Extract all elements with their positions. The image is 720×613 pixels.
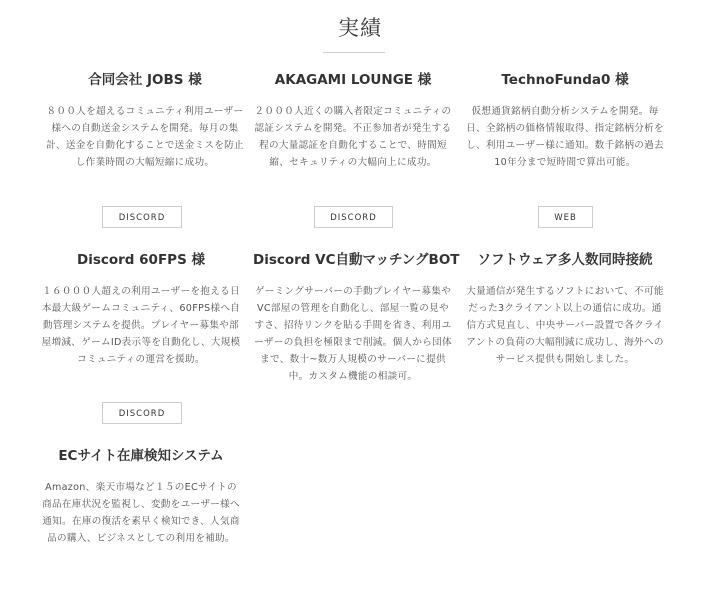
card-title: Discord 60FPS 様 bbox=[77, 252, 205, 268]
card-title: 合同会社 JOBS 様 bbox=[88, 72, 202, 88]
card-description: １６０００人超えの利用ユーザーを抱える日本最大級ゲームコミュニティ、60FPS様へ自動管理システムを提供。プレイヤー募集や部屋増減、ゲームID表示等を自動化し、大規模コミュニティの運営を援助。 bbox=[41, 286, 241, 365]
card-description: ８００人を超えるコミュニティ利用ユーザー様への自動送金システムを開発。毎月の集計、送金を自動化することで送金ミスを防止し作業時間の大幅短縮に成功。 bbox=[46, 106, 244, 168]
work-card-jobs bbox=[45, 71, 245, 171]
discord-button[interactable]: DISCORD bbox=[102, 402, 182, 424]
section-title: 実績 bbox=[338, 16, 382, 40]
card-description: ゲーミングサーバーの手動プレイヤー募集やVC部屋の管理を自動化し、部屋一覧の見やすさ、招待リンクを貼る手間を省き、利用ユーザーの負担を極限まで削減。個人から団体まで、数十~数万人規模のサーバーに提供中。カスタム機能の相談可。 bbox=[254, 286, 452, 382]
discord-button[interactable]: DISCORD bbox=[314, 206, 393, 228]
card-description: ２０００人近くの購入者限定コミュニティの認証システムを開発。不正参加者が発生する程の大量認証を自動化することで、時間短縮、セキュリティの大幅向上に成功。 bbox=[254, 106, 452, 168]
discord-button[interactable]: DISCORD bbox=[102, 206, 182, 228]
card-description: 大量通信が発生するソフトにおいて、不可能だった3クライアント以上の通信に成功。通信方式見直し、中央サーバー設置で各クライアントの負荷の大幅削減に成功し、海外へのサービス提供も開始しました。 bbox=[466, 286, 664, 365]
work-card-technofunda bbox=[465, 71, 665, 171]
card-title: ソフトウェア多人数同時接続 bbox=[477, 252, 653, 268]
card-title: TechnoFunda0 様 bbox=[501, 72, 629, 88]
card-title: Discord VC自動マッチングBOT bbox=[253, 252, 460, 268]
work-card-vc-matching bbox=[253, 251, 460, 385]
card-title: AKAGAMI LOUNGE 様 bbox=[274, 72, 432, 88]
card-description: 仮想通貨銘柄自動分析システムを開発。毎日、全銘柄の価格情報取得、指定銘柄分析をし、利用ユーザー様に通知。数千銘柄の過去10年分まで短時間で算出可能。 bbox=[466, 106, 664, 168]
card-description: Amazon、楽天市場など１５のECサイトの商品在庫状況を監視し、変動をユーザー様へ通知。在庫の復活を素早く検知でき、人気商品の購入、ビジネスとしての利用を補助。 bbox=[42, 482, 240, 544]
work-card-ec-stock bbox=[41, 447, 241, 547]
title-divider bbox=[323, 52, 385, 53]
web-button[interactable]: WEB bbox=[538, 206, 593, 228]
work-card-60fps bbox=[41, 251, 241, 368]
card-title: ECサイト在庫検知システム bbox=[58, 448, 224, 464]
work-card-multi-connection bbox=[465, 251, 665, 368]
work-card-akagami bbox=[253, 71, 453, 171]
